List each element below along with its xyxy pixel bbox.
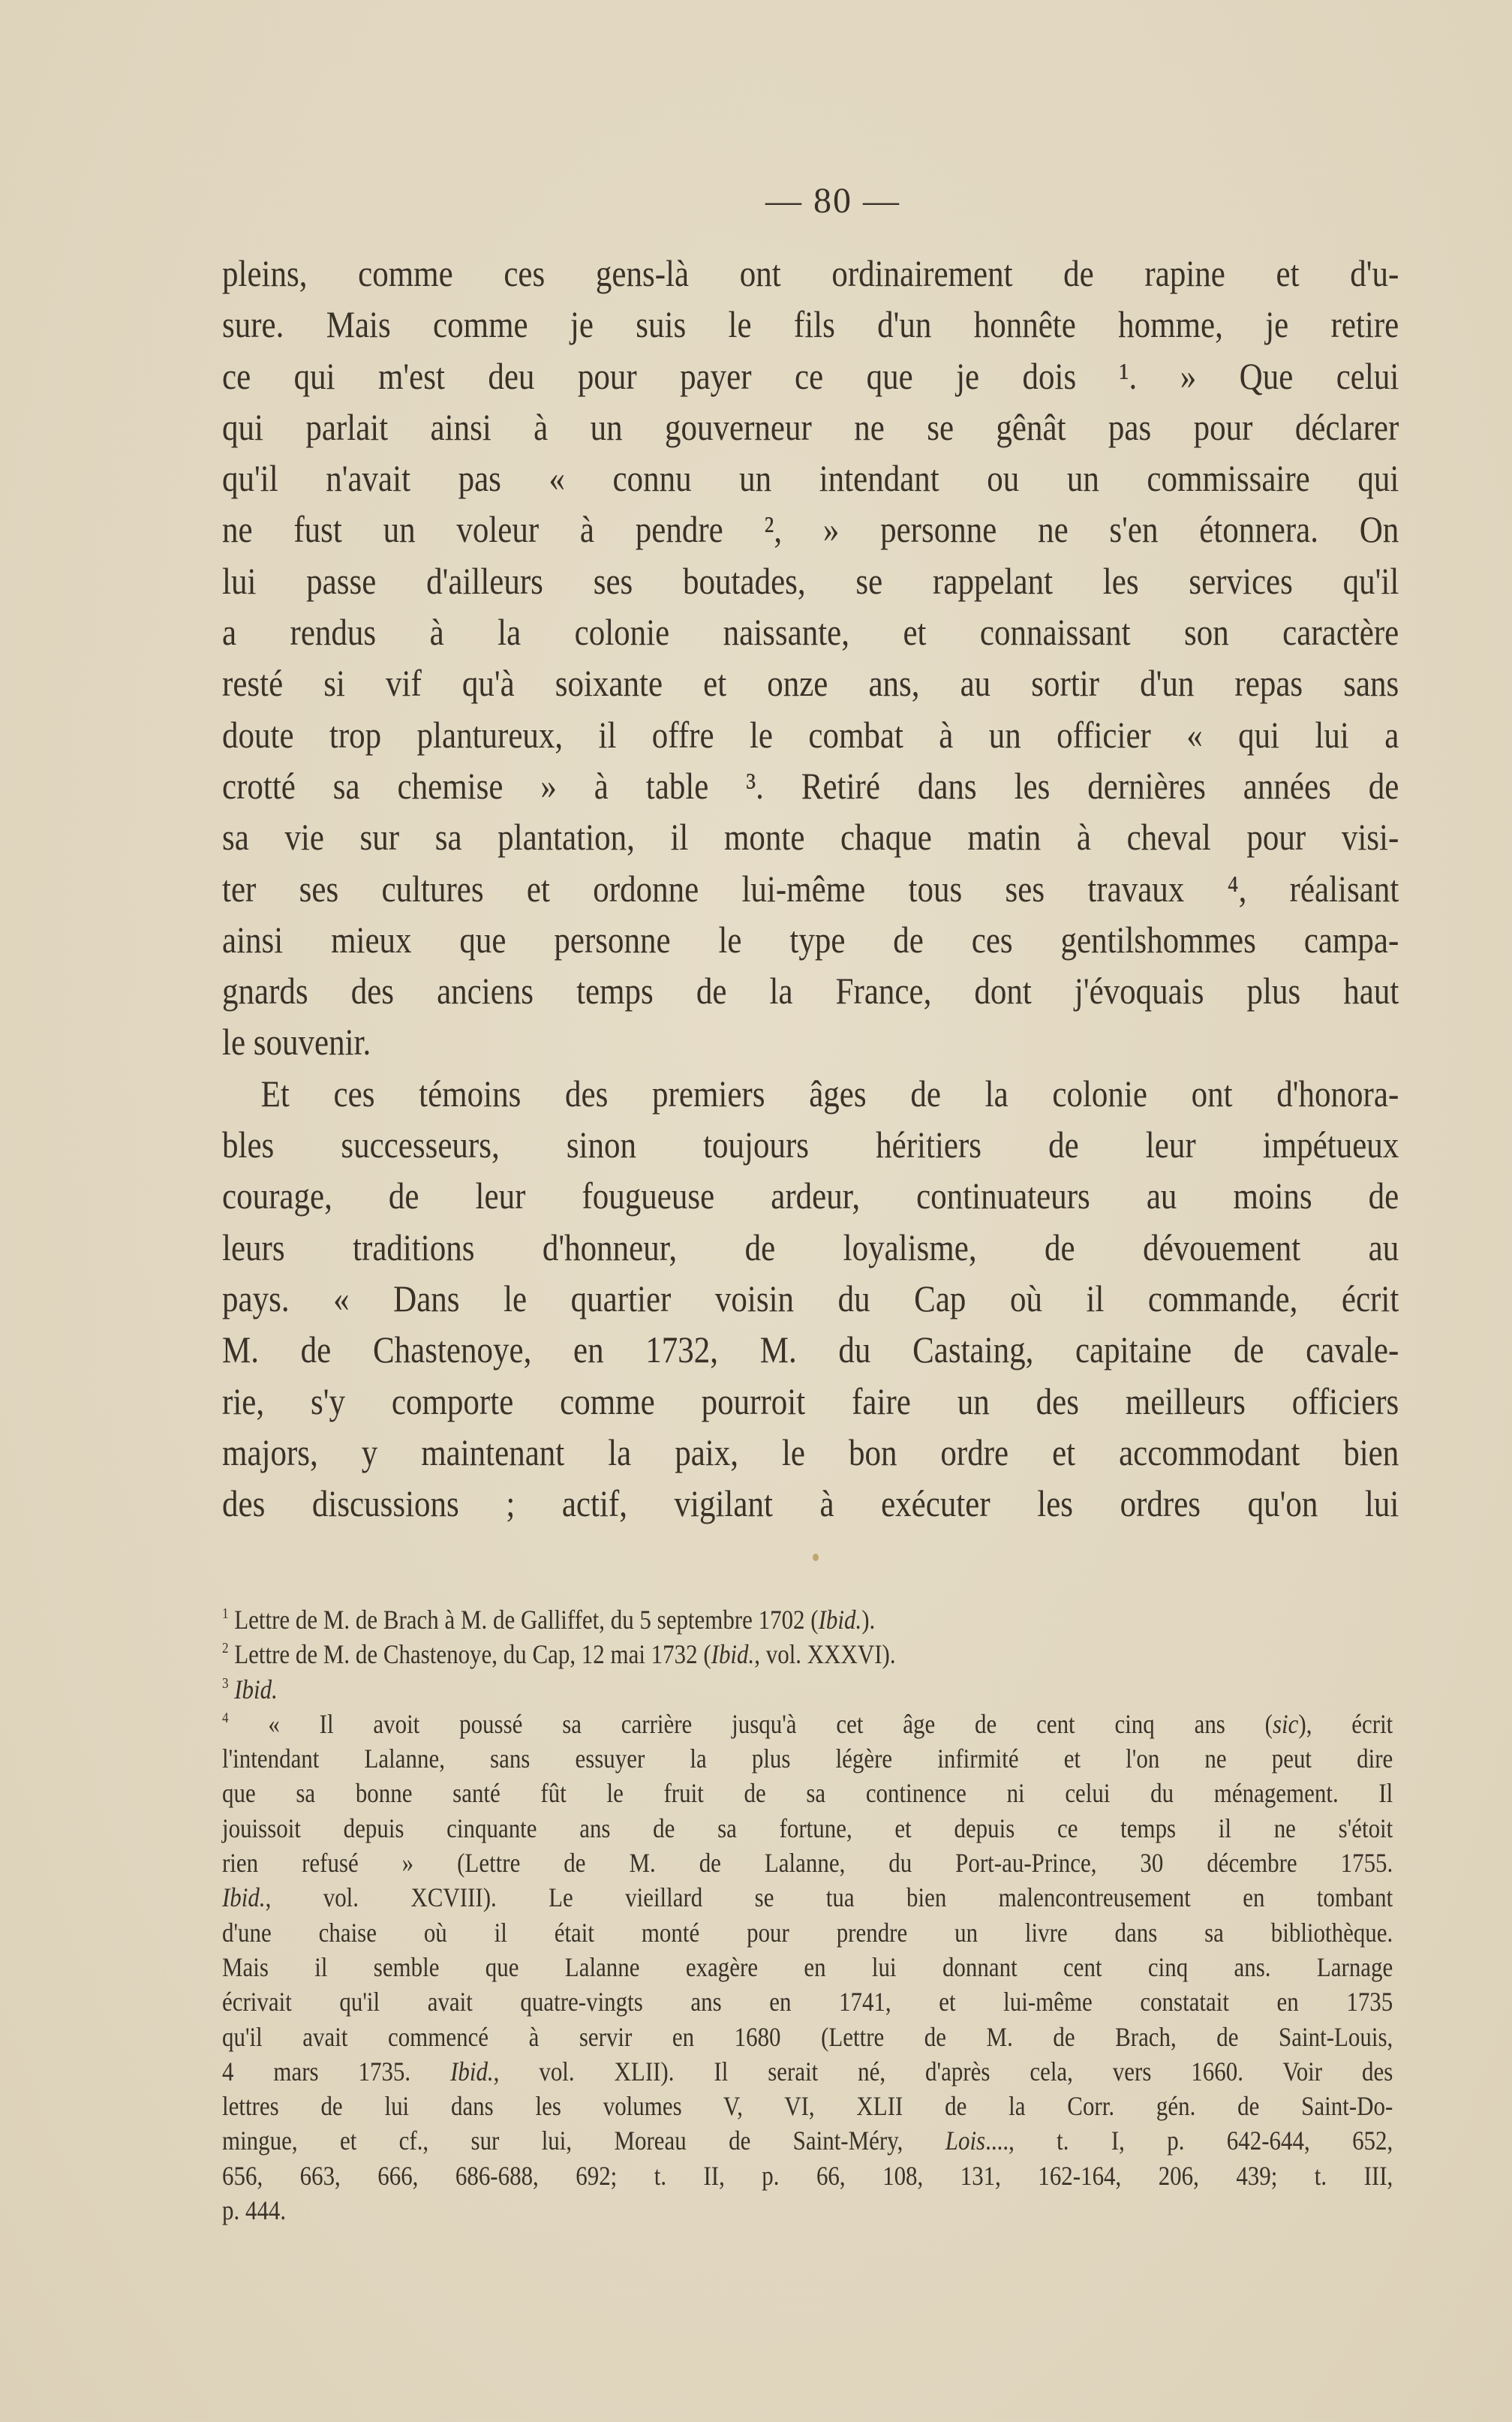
footnote-line: mingue, et cf., sur lui, Moreau de Saint-Méry, Lois...., t. I, p. 642-644, 652, bbox=[222, 2126, 1393, 2156]
footnote-line: Mais il semble que Lalanne exagère en lui donnant cent cinq ans. Larnage bbox=[222, 1951, 1393, 1982]
footnote-marker: 4 bbox=[222, 1710, 229, 1727]
footnote-line: l'intendant Lalanne, sans essuyer la plus légère infirmité et l'on ne peut dire bbox=[222, 1744, 1393, 1774]
text-line: sure. Mais comme je suis le fils d'un honnête homme, je retire bbox=[222, 303, 1399, 346]
text-line: resté si vif qu'à soixante et onze ans, au sortir d'un repas sans bbox=[222, 662, 1399, 705]
text-line: majors, y maintenant la paix, le bon ordre et accommodant bien bbox=[222, 1431, 1399, 1473]
footnote-line: p. 444. bbox=[222, 2195, 287, 2226]
footnote-line: 4 mars 1735. Ibid., vol. XLII). Il serait né, d'après cela, vers 1660. Voir des bbox=[222, 2056, 1393, 2087]
footnote-line: lettres de lui dans les volumes V, VI, XLII de la Corr. gén. de Saint-Do- bbox=[222, 2091, 1393, 2122]
text-line: pays. « Dans le quartier voisin du Cap où il commande, écrit bbox=[222, 1277, 1399, 1319]
text-line: gnards des anciens temps de la France, dont j'évoquais plus haut bbox=[222, 970, 1399, 1012]
text-line: bles successeurs, sinon toujours héritiers de leur impétueux bbox=[222, 1124, 1399, 1166]
italic-text: Ibid. bbox=[818, 1605, 862, 1635]
text-line: le souvenir. bbox=[222, 1021, 371, 1064]
italic-text: Lois bbox=[945, 2126, 986, 2156]
italic-text: Ibid. bbox=[234, 1674, 278, 1704]
italic-text: Ibid. bbox=[450, 2056, 494, 2087]
text-line: ainsi mieux que personne le type de ces gentilshommes campa- bbox=[222, 918, 1399, 961]
text-line: rie, s'y comporte comme pourroit faire un des meilleurs officiers bbox=[222, 1379, 1399, 1422]
text-line: lui passe d'ailleurs ses boutades, se rappelant les services qu'il bbox=[222, 559, 1399, 602]
italic-text: sic bbox=[1272, 1708, 1299, 1739]
text-line: leurs traditions d'honneur, de loyalisme, de dévouement au bbox=[222, 1226, 1399, 1268]
text-line: M. de Chastenoye, en 1732, M. du Castaing, capitaine de cavale- bbox=[222, 1328, 1399, 1371]
footnote-3 bbox=[222, 1672, 1393, 1707]
text-line-paragraph-start: Et ces témoins des premiers âges de la colonie ont d'honora- bbox=[260, 1072, 1399, 1115]
footnote-line: d'une chaise où il était monté pour prendre un livre dans sa bibliothèque. bbox=[222, 1917, 1393, 1948]
italic-text: Ibid. bbox=[711, 1639, 755, 1670]
page-number: — 80 — bbox=[765, 181, 900, 221]
text-line: sa vie sur sa plantation, il monte chaque matin à cheval pour visi- bbox=[222, 816, 1399, 859]
footnote-line: 656, 663, 666, 686-688, 692; t. II, p. 66, 108, 131, 162-164, 206, 439; t. III, bbox=[222, 2160, 1393, 2191]
footnote-marker: 2 bbox=[222, 1640, 229, 1657]
text-line: qui parlait ainsi à un gouverneur ne se gênât pas pour déclarer bbox=[222, 405, 1399, 448]
text-line: qu'il n'avait pas « connu un intendant ou un commissaire qui bbox=[222, 457, 1399, 500]
text-line: doute trop plantureux, il offre le combat à un officier « qui lui a bbox=[222, 713, 1399, 756]
footnote-4: $^4$ « Il avoit poussé sa carrière jusqu'à cet âge de cent cinq ans (sic), écrit bbox=[222, 1708, 1393, 1739]
text-line: ter ses cultures et ordonne lui-même tous ses travaux ⁴, réalisant bbox=[222, 867, 1399, 910]
text-line: a rendus à la colonie naissante, et connaissant son caractère bbox=[222, 611, 1399, 654]
text-line: crotté sa chemise » à table ³. Retiré dans les dernières années de bbox=[222, 764, 1399, 807]
text-line: courage, de leur fougueuse ardeur, continuateurs au moins de bbox=[222, 1175, 1399, 1217]
footnote-line: Ibid., vol. XCVIII). Le vieillard se tua bien malencontreusement en tombant bbox=[222, 1882, 1393, 1913]
footnote-2: $^2$ Lettre de M. de Chastenoye, du Cap, 12 mai 1732 (Ibid., vol. XXXVI). bbox=[222, 1639, 896, 1670]
text-line: pleins, comme ces gens-là ont ordinairement de rapine et d'u- bbox=[222, 252, 1399, 294]
text-line: ce qui m'est deu pour payer ce que je dois ¹. » Que celui bbox=[222, 354, 1399, 397]
footnote-1: $^1$ Lettre de M. de Brach à M. de Galliffet, du 5 septembre 1702 (Ibid.). bbox=[222, 1605, 876, 1635]
footnote-line: jouissoit depuis cinquante ans de sa fortune, et depuis ce temps il ne s'étoit bbox=[222, 1813, 1393, 1843]
footnote-marker: 3 bbox=[222, 1674, 229, 1692]
footnote-marker: 1 bbox=[222, 1605, 229, 1623]
body-text bbox=[222, 248, 1399, 1529]
footnote-line: qu'il avait commencé à servir en 1680 (Lettre de M. de Brach, de Saint-Louis, bbox=[222, 2021, 1393, 2052]
footnote-line: rien refusé » (Lettre de M. de Lalanne, du Port-au-Prince, 30 décembre 1755. bbox=[222, 1848, 1393, 1879]
text-line: des discussions ; actif, vigilant à exécuter les ordres qu'on lui bbox=[222, 1482, 1399, 1525]
footnote-line: que sa bonne santé fût le fruit de sa continence ni celui du ménagement. Il bbox=[222, 1778, 1393, 1809]
paper-blemish bbox=[813, 1554, 819, 1561]
text-line: ne fust un voleur à pendre ², » personne ne s'en étonnera. On bbox=[222, 508, 1399, 551]
footnote-line: écrivait qu'il avait quatre-vingts ans en 1741, et lui-même constatait en 1735 bbox=[222, 1987, 1393, 2017]
italic-text: Ibid. bbox=[222, 1882, 266, 1913]
footnotes bbox=[222, 1602, 1393, 2228]
